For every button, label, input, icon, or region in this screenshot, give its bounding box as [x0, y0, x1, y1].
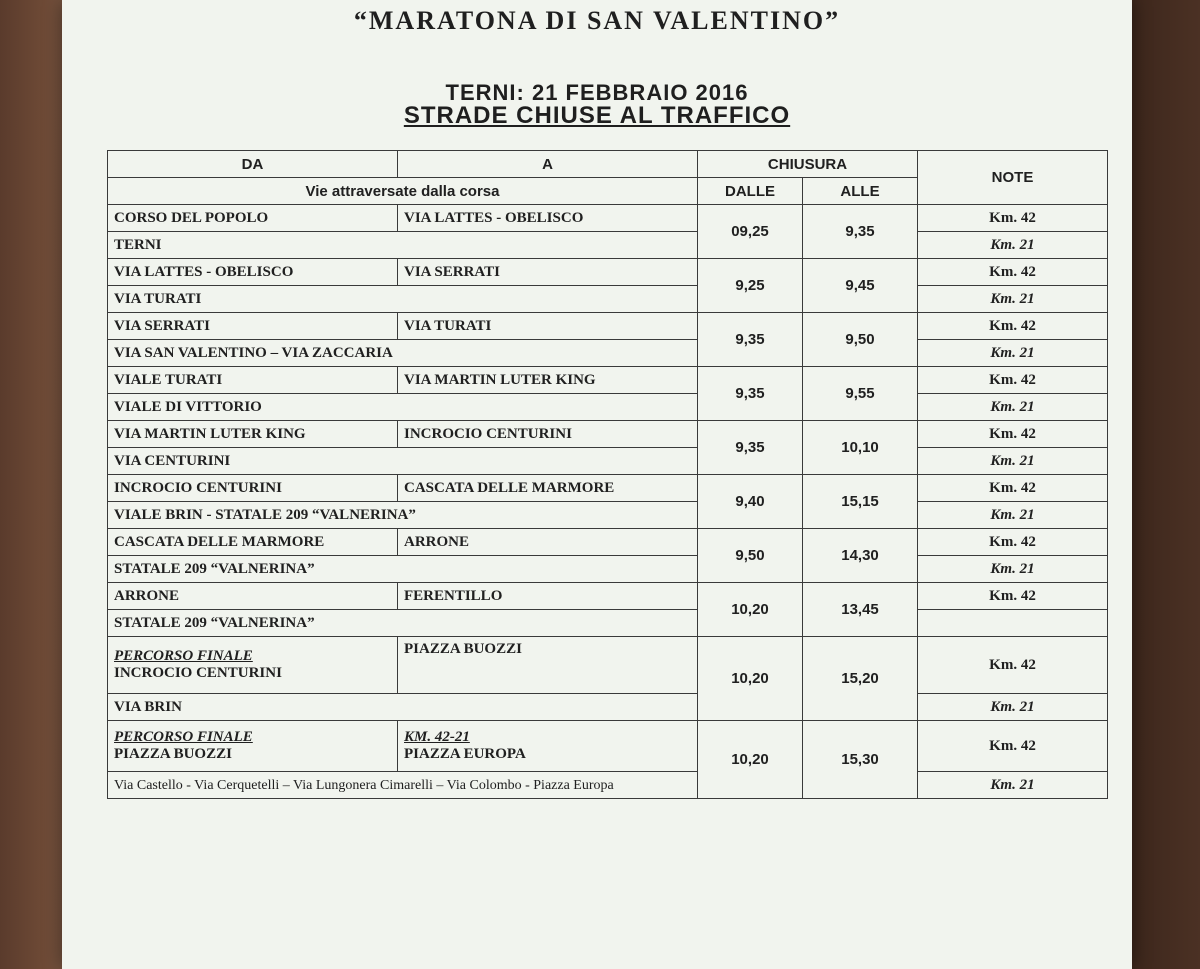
final-label: PERCORSO FINALE — [114, 648, 253, 664]
closure-start: 10,20 — [698, 583, 803, 637]
closure-end: 9,50 — [803, 313, 918, 367]
header-row — [108, 151, 1108, 178]
route-row — [108, 421, 1108, 448]
header-dalle: DALLE — [698, 178, 803, 205]
note-km42: Km. 42 — [918, 421, 1108, 448]
route-from: VIALE TURATI — [108, 367, 398, 394]
closure-start: 9,25 — [698, 259, 803, 313]
route-row — [108, 205, 1108, 232]
route-row — [108, 475, 1108, 502]
streets-crossed: VIA TURATI — [108, 286, 698, 313]
route-to: VIA SERRATI — [398, 259, 698, 286]
note-km42: Km. 42 — [918, 367, 1108, 394]
streets-crossed: Via Castello - Via Cerquetelli – Via Lungonera Cimarelli – Via Colombo - Piazza Europa — [108, 772, 698, 799]
closure-start: 9,35 — [698, 367, 803, 421]
note-km21: Km. 21 — [918, 772, 1108, 799]
note-km42: Km. 42 — [918, 313, 1108, 340]
route-row-streets — [108, 232, 1108, 259]
closure-start: 10,20 — [698, 721, 803, 799]
note-km42: Km. 42 — [918, 205, 1108, 232]
route-to: VIA MARTIN LUTER KING — [398, 367, 698, 394]
final-distance-label: KM. 42-21 — [404, 729, 470, 745]
route-row — [108, 367, 1108, 394]
route-row — [108, 529, 1108, 556]
note-km21: Km. 21 — [918, 502, 1108, 529]
route-row-streets — [108, 340, 1108, 367]
note-km42: Km. 42 — [918, 721, 1108, 772]
streets-crossed: VIALE DI VITTORIO — [108, 394, 698, 421]
document-heading: STRADE CHIUSE AL TRAFFICO — [403, 102, 791, 129]
route-row-streets — [108, 448, 1108, 475]
closure-end: 15,20 — [803, 637, 918, 721]
streets-crossed: VIA SAN VALENTINO – VIA ZACCARIA — [108, 340, 698, 367]
document-date: TERNI: 21 FEBBRAIO 2016 — [445, 80, 749, 105]
closure-end: 15,30 — [803, 721, 918, 799]
streets-crossed: STATALE 209 “VALNERINA” — [108, 556, 698, 583]
route-row-streets — [108, 286, 1108, 313]
final-route-2-streets — [108, 772, 1108, 799]
header-da: DA — [108, 151, 398, 178]
header-alle: ALLE — [803, 178, 918, 205]
final-label: PERCORSO FINALE — [114, 729, 253, 745]
closure-end: 9,35 — [803, 205, 918, 259]
header-note: NOTE — [918, 151, 1108, 205]
route-to: INCROCIO CENTURINI — [398, 421, 698, 448]
closure-end: 9,55 — [803, 367, 918, 421]
route-row-streets — [108, 610, 1108, 637]
closure-start: 9,40 — [698, 475, 803, 529]
route-from: CASCATA DELLE MARMORE — [108, 529, 398, 556]
route-from: INCROCIO CENTURINI — [108, 475, 398, 502]
streets-crossed: TERNI — [108, 232, 698, 259]
note-km21: Km. 21 — [918, 448, 1108, 475]
route-row — [108, 583, 1108, 610]
note-km21: Km. 21 — [918, 556, 1108, 583]
final-from: PIAZZA BUOZZI — [114, 746, 232, 762]
final-route-2-to — [398, 721, 698, 772]
route-to: CASCATA DELLE MARMORE — [398, 475, 698, 502]
note-km42: Km. 42 — [918, 529, 1108, 556]
note-km21: Km. 21 — [918, 694, 1108, 721]
route-row-streets — [108, 502, 1108, 529]
route-row — [108, 259, 1108, 286]
closure-start: 9,50 — [698, 529, 803, 583]
route-from: ARRONE — [108, 583, 398, 610]
final-from: INCROCIO CENTURINI — [114, 665, 282, 681]
closure-end: 15,15 — [803, 475, 918, 529]
streets-crossed: VIA CENTURINI — [108, 448, 698, 475]
note-km42: Km. 42 — [918, 583, 1108, 610]
route-row-streets — [108, 556, 1108, 583]
route-to: VIA TURATI — [398, 313, 698, 340]
final-route-1-streets — [108, 694, 1108, 721]
note-km42: Km. 42 — [918, 259, 1108, 286]
note-km21: Km. 21 — [918, 286, 1108, 313]
streets-crossed: STATALE 209 “VALNERINA” — [108, 610, 698, 637]
header-vie: Vie attraversate dalla corsa — [108, 178, 698, 205]
route-from: CORSO DEL POPOLO — [108, 205, 398, 232]
header-chiusura: CHIUSURA — [698, 151, 918, 178]
header-a: A — [398, 151, 698, 178]
final-route-2-from — [108, 721, 398, 772]
route-row — [108, 313, 1108, 340]
notice-sheet — [62, 0, 1132, 969]
closure-start: 9,35 — [698, 421, 803, 475]
route-from: VIA SERRATI — [108, 313, 398, 340]
closure-start: 10,20 — [698, 637, 803, 721]
route-to: ARRONE — [398, 529, 698, 556]
streets-crossed: VIA BRIN — [108, 694, 698, 721]
note-km21 — [918, 610, 1108, 637]
final-route-2 — [108, 721, 1108, 772]
final-route-1 — [108, 637, 1108, 694]
route-from: VIA MARTIN LUTER KING — [108, 421, 398, 448]
closure-end: 10,10 — [803, 421, 918, 475]
route-from: VIA LATTES - OBELISCO — [108, 259, 398, 286]
final-route-1-to: PIAZZA BUOZZI — [398, 637, 698, 694]
route-to: VIA LATTES - OBELISCO — [398, 205, 698, 232]
note-km21: Km. 21 — [918, 340, 1108, 367]
document-title: “MARATONA DI SAN VALENTINO” — [353, 6, 841, 35]
closures-table — [107, 150, 1108, 799]
route-row-streets — [108, 394, 1108, 421]
final-route-1-from — [108, 637, 398, 694]
closure-start: 09,25 — [698, 205, 803, 259]
closure-end: 9,45 — [803, 259, 918, 313]
route-to: FERENTILLO — [398, 583, 698, 610]
closure-end: 13,45 — [803, 583, 918, 637]
streets-crossed: VIALE BRIN - STATALE 209 “VALNERINA” — [108, 502, 698, 529]
closure-start: 9,35 — [698, 313, 803, 367]
closure-end: 14,30 — [803, 529, 918, 583]
note-km21: Km. 21 — [918, 394, 1108, 421]
final-to: PIAZZA EUROPA — [404, 746, 526, 762]
note-km42: Km. 42 — [918, 637, 1108, 694]
note-km42: Km. 42 — [918, 475, 1108, 502]
note-km21: Km. 21 — [918, 232, 1108, 259]
